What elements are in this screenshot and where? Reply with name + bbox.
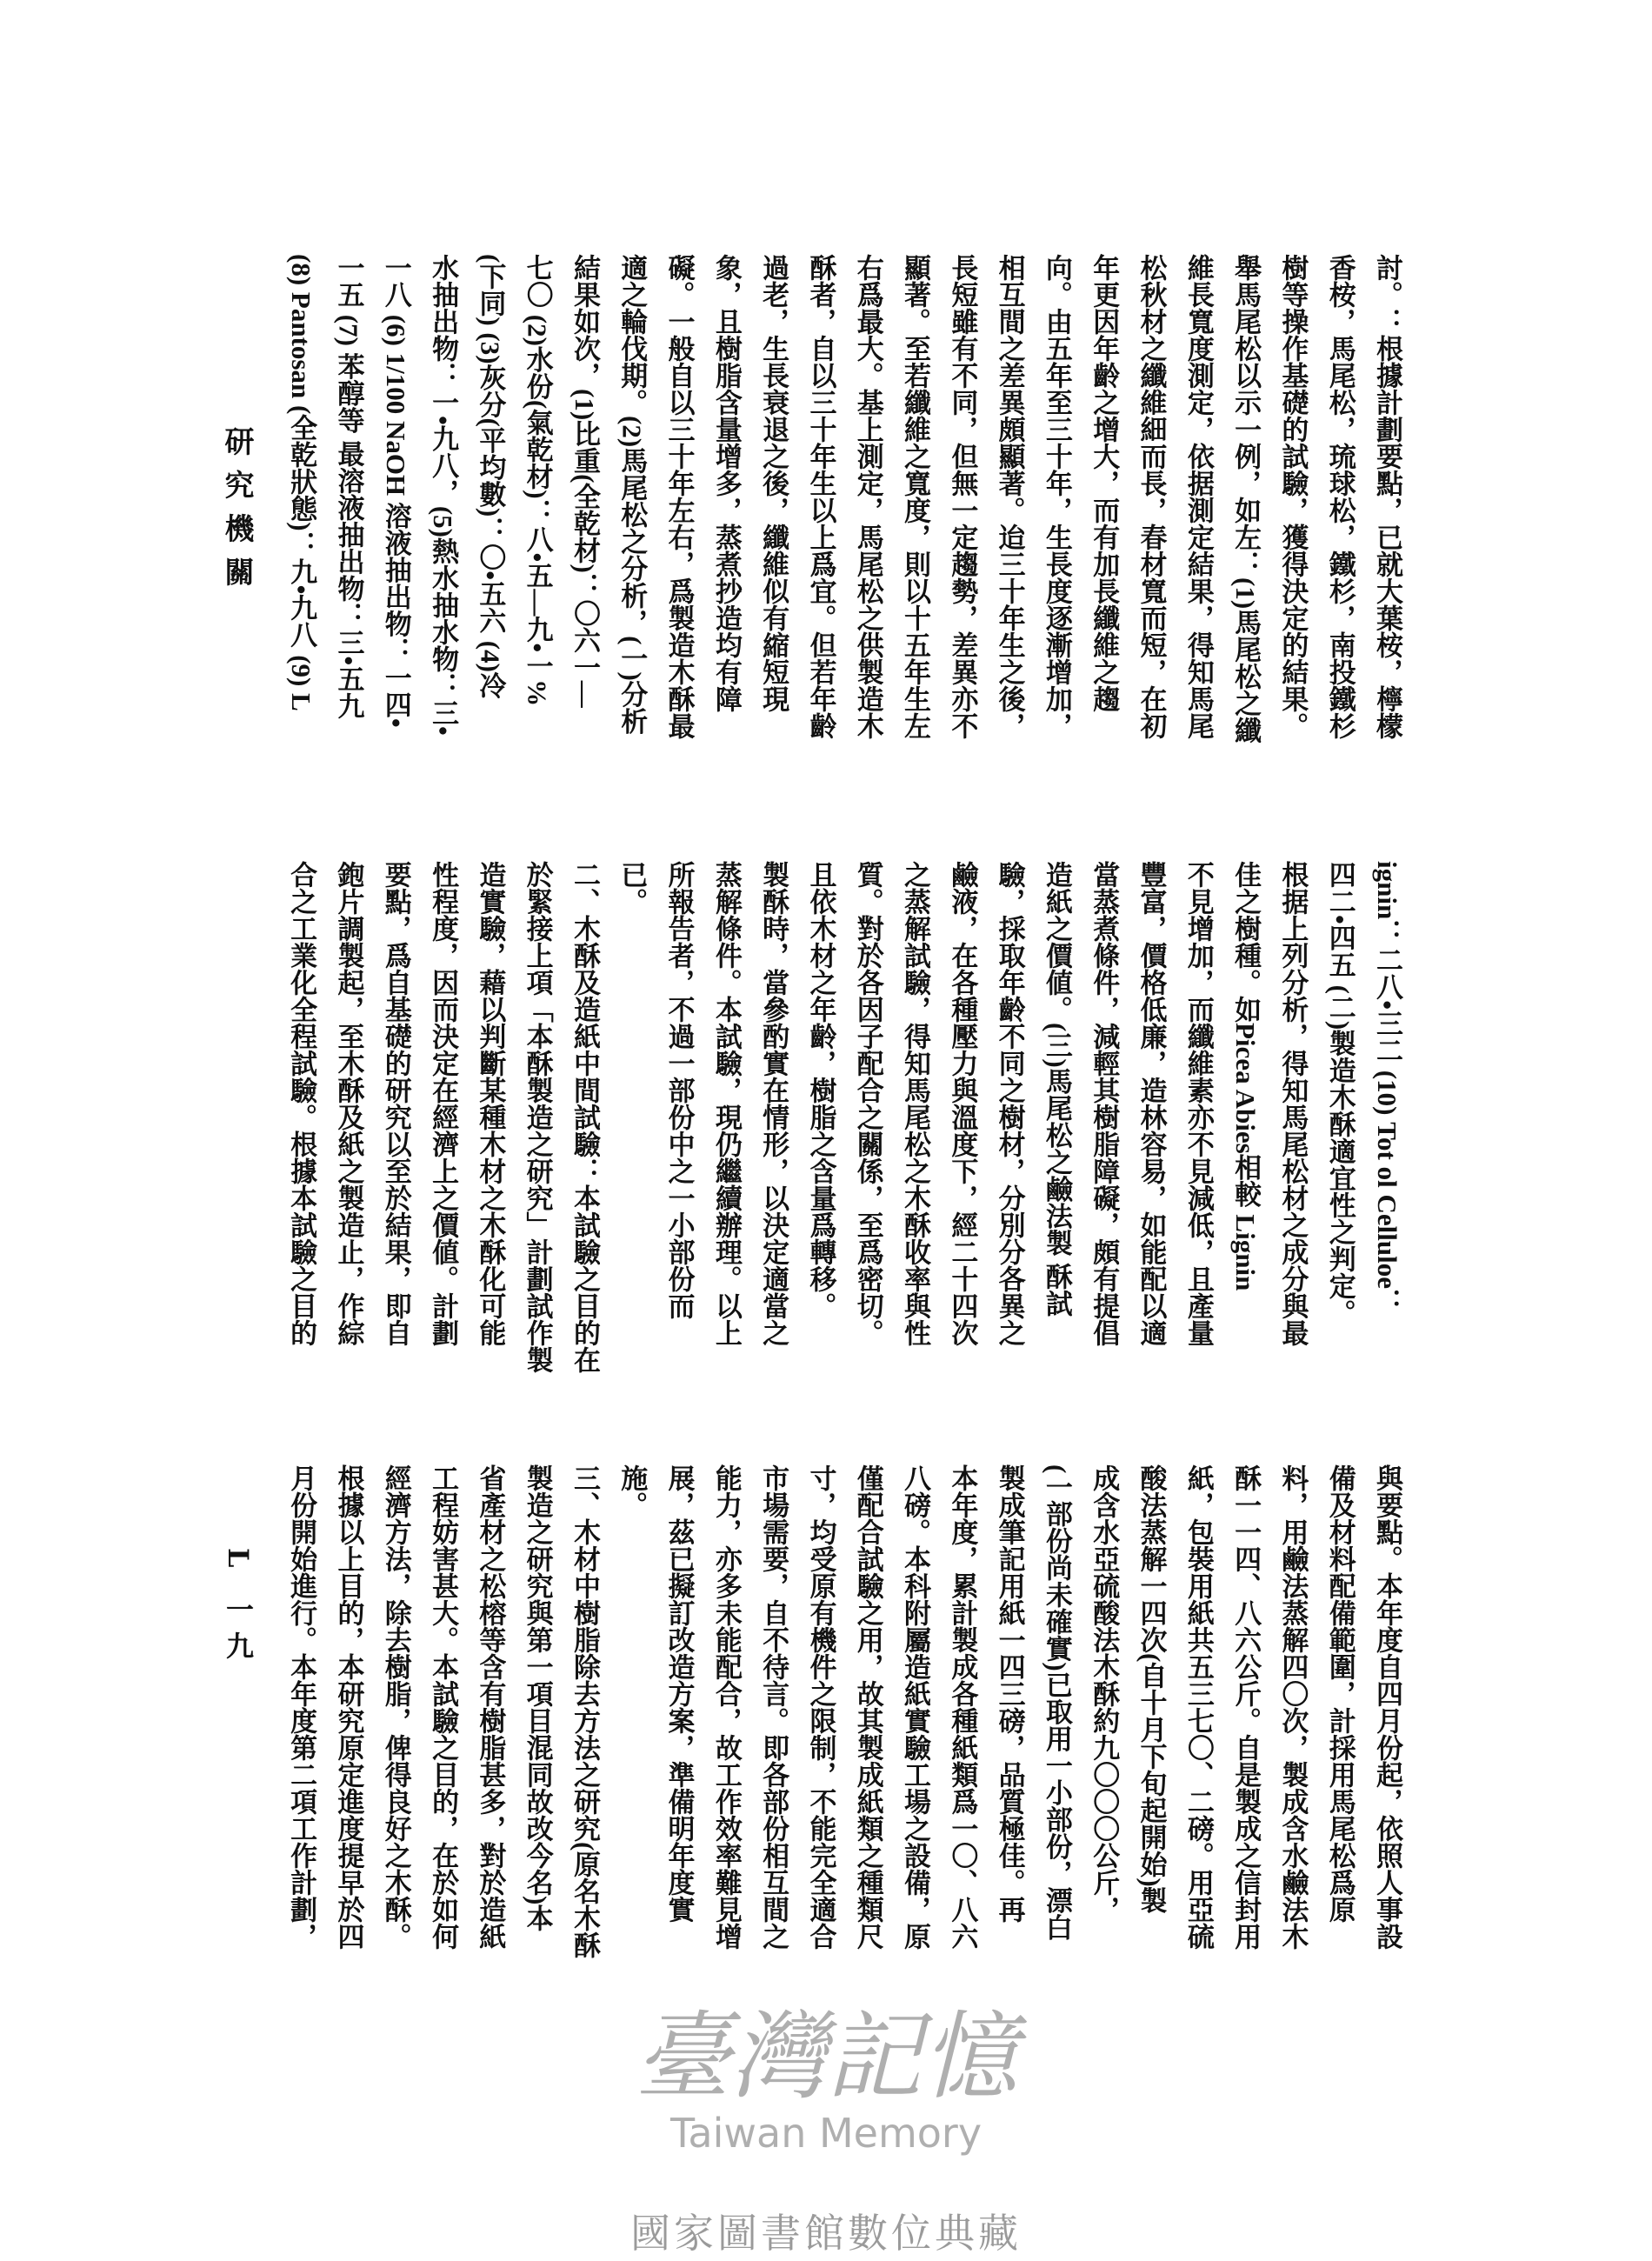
text-column: 合之工業化全程試驗。根據本試驗之目的	[286, 861, 317, 1346]
text-column: 向。由五年至三十年，生長度逐漸增加，	[1041, 254, 1072, 739]
text-column: 製造之研究與第一項目混同故改今名)本	[522, 1464, 553, 1932]
watermark-chinese: 臺灣記憶	[635, 2001, 1017, 2112]
library-footer: 國家圖書館數位典藏	[630, 2210, 1022, 2257]
text-column: 市場需要，自不待言。即各部份相互間之	[758, 1464, 789, 1950]
watermark-logo	[600, 2001, 1052, 2158]
text-column: 要點，爲自基礎的研究以至於結果，即自	[380, 861, 411, 1346]
text-column: 右爲最大。基上測定，馬尾松之供製造木	[852, 254, 883, 739]
text-column: (下同) (3)灰分(平均數)：〇•五六 (4)冷	[475, 254, 506, 699]
text-column: 松秋材之纖維細而長，春材寬而短，在初	[1136, 254, 1167, 739]
text-column: 驗，採取年齡不同之樹材，分別分各異之	[994, 861, 1025, 1346]
text-column: 於緊接上項「本酥製造之研究」計劃試作製	[522, 861, 553, 1373]
text-column: 本年度，累計製成各種紙類爲一〇、八六	[947, 1464, 978, 1950]
text-block-top	[277, 254, 1410, 776]
text-column: 紙，包裝用紙共五三七〇、二磅。用亞硫	[1182, 1464, 1214, 1950]
text-column: 維長寬度測定，依据測定結果，得知馬尾	[1182, 254, 1214, 739]
text-column: 年更因年齡之增大，而有加長纖維之趨	[1089, 254, 1120, 712]
text-column: 酸法蒸解一四次(自十月下旬起開始)製	[1136, 1464, 1167, 1914]
text-column: 顯著。至若纖維之寬度，則以十五年生左	[900, 254, 931, 739]
watermark-english: Taiwan Memory	[669, 2110, 983, 2157]
text-column: 備及材料配備範圍，計採用馬尾松爲原	[1324, 1464, 1356, 1923]
text-column: 豐富，價格低廉，造林容易，如能配以適	[1136, 861, 1167, 1346]
text-column: 性程度，因而決定在經濟上之價値。計劃	[428, 861, 459, 1346]
text-column: 施。	[616, 1464, 648, 1518]
text-column: 之蒸解試驗，得知馬尾松之木酥收率與性	[900, 861, 931, 1346]
text-column: 七〇 (2)水份(氣乾材)：八•五—九•一%	[522, 254, 553, 707]
text-column: 當蒸煮條件，減輕其樹脂障礙，頗有提倡	[1089, 861, 1120, 1346]
text-block-middle	[277, 861, 1410, 1383]
text-column: 僅配合試驗之用，故其製成紙類之種類尺	[852, 1464, 883, 1950]
text-column: 造實驗，藉以判斷某種木材之木酥化可能	[475, 861, 506, 1346]
text-column: 成含水亞硫酸法木酥約九〇〇〇公斤，	[1089, 1464, 1120, 1923]
text-column: 已。	[616, 861, 648, 915]
text-column: 能力，亦多未能配合，故工作效率難見增	[710, 1464, 742, 1950]
text-column: 且依木材之年齡，樹脂之含量爲轉移。	[805, 861, 836, 1319]
text-column: 相互間之差異頗顯著。迨三十年生之後，	[994, 254, 1025, 739]
text-column: 八磅。本科附屬造紙實驗工場之設備，原	[900, 1464, 931, 1950]
text-column: 展，茲已擬訂改造方案，準備明年度實	[663, 1464, 695, 1923]
text-block-bottom	[277, 1464, 1410, 1986]
page-number: L 一九	[222, 1548, 255, 1668]
text-column: 酥一一四、八六公斤。自是製成之信封用	[1230, 1464, 1262, 1950]
text-column: 所報告者，不過一部份中之一小部份而	[663, 861, 695, 1319]
text-column: 討。：根據計劃要點，已就大葉桉，檸檬	[1372, 254, 1402, 739]
text-column: ignin：二八•三二 (10) Tot ol Celluloe：	[1372, 861, 1402, 1316]
text-column: 鉋片調製起，至木酥及紙之製造止，作綜	[333, 861, 364, 1346]
text-column: 製酥時，當參酌實在情形，以決定適當之	[758, 861, 789, 1346]
text-column: 省產材之松榕等含有樹脂甚多，對於造紙	[475, 1464, 506, 1950]
text-column: 一八 (6) 1/100 NaOH 溶液抽出物：一四•	[380, 254, 411, 728]
text-column: 不見增加，而纖維素亦不見減低，且產量	[1182, 861, 1214, 1346]
text-column: 結果如次，(1)比重(全乾材)：〇六一—	[569, 254, 600, 708]
text-column: 月份開始進行。本年度第二項工作計劃，	[286, 1464, 317, 1950]
text-column: 與要點。本年度自四月份起，依照人事設	[1372, 1464, 1402, 1950]
text-column: 佳之樹種。如Picea Abies相較 Lignin	[1230, 861, 1262, 1291]
text-column: 經濟方法，除去樹脂，俾得良好之木酥。	[380, 1464, 411, 1950]
text-column: 二、木酥及造紙中間試驗：本試驗之目的在	[569, 861, 600, 1373]
text-column: 寸，均受原有機件之限制，不能完全適合	[805, 1464, 836, 1950]
text-column: 一五 (7) 苯醇等 最溶液抽出物：三•五九	[333, 254, 364, 720]
text-column: (8) Pantosan (全乾狀態)：九•九八 (9) L	[286, 254, 317, 711]
text-column: 製成筆記用紙一四三磅，品質極佳。再	[994, 1464, 1025, 1923]
running-header: 研究機關	[219, 426, 254, 600]
text-column: 質。對於各因子配合之關係，至爲密切。	[852, 861, 883, 1346]
text-column: 工程妨害甚大。本試驗之目的，在於如何	[428, 1464, 459, 1950]
text-column: 樹等操作基礎的試驗，獲得決定的結果。	[1277, 254, 1309, 739]
text-column: 象，且樹脂含量增多，蒸煮抄造均有障	[710, 254, 742, 712]
text-column: 適之輪伐期。(2)馬尾松之分析，(一)分析	[616, 254, 648, 735]
text-column: 香桉，馬尾松，琉球松，鐵杉，南投鐵杉	[1324, 254, 1356, 739]
text-column: 根据上列分析，得知馬尾松材之成分與最	[1277, 861, 1309, 1346]
text-column: 蒸解條件。本試驗，現仍繼續辦理。以上	[710, 861, 742, 1346]
text-column: 三、木材中樹脂除去方法之研究(原名木酥	[569, 1464, 600, 1959]
text-column: 舉馬尾松以示一例，如左：(1)馬尾松之纖	[1230, 254, 1262, 744]
text-column: 礙。一般自以三十年左右，爲製造木酥最	[663, 254, 695, 739]
text-column: 料，用鹼法蒸解四〇次，製成含水鹼法木	[1277, 1464, 1309, 1950]
text-column: 四二•四五 (二)製造木酥適宜性之判定。	[1324, 861, 1356, 1327]
text-column: 過老，生長衰退之後，纖維似有縮短現	[758, 254, 789, 712]
text-column: 水抽出物：一•九八，(5)熱水抽水物：三•	[428, 254, 459, 736]
text-column: 鹼液，在各種壓力與溫度下，經二十四次	[947, 861, 978, 1346]
text-column: 酥者，自以三十年生以上爲宜。但若年齡	[805, 254, 836, 739]
text-column: 長短雖有不同，但無一定趨勢，差異亦不	[947, 254, 978, 739]
text-column: 造紙之價値。(三)馬尾松之鹼法製 酥試	[1041, 861, 1072, 1317]
text-column: 根據以上目的，本研究原定進度提早於四	[333, 1464, 364, 1950]
text-column: (一部份尚未確實)已取用一小部份，漂白	[1041, 1464, 1072, 1941]
